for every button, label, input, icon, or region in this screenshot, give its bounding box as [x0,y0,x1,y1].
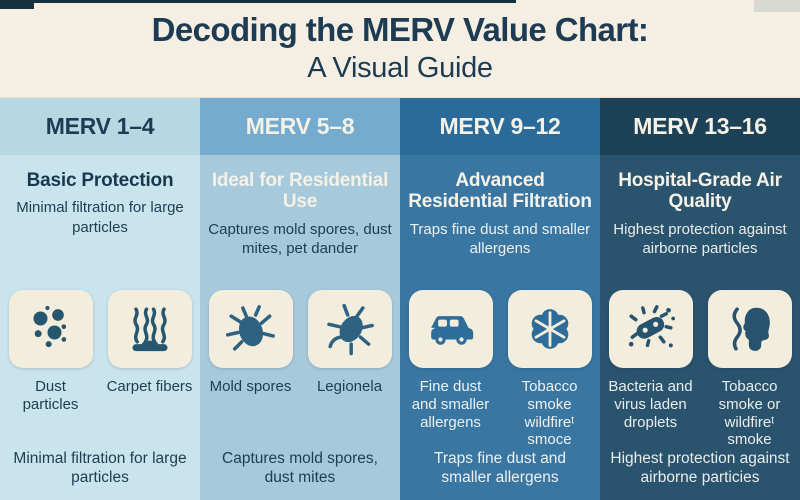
icon-tile [609,290,693,368]
icon-label: Dust particles [22,378,79,413]
icon-label: Legionela [316,378,383,396]
smoke-particle-icon [522,301,578,357]
column-footer: Captures mold spores, dust mites [222,449,378,487]
column-range-label: MERV 13–16 [600,98,800,155]
page-subtitle: A Visual Guide [307,51,493,84]
legionella-icon [322,301,378,357]
bacteria-icon [623,301,679,357]
icon-label: Tobacco smoke wildfireᵗ smoce [521,378,578,449]
icon-item [608,290,694,449]
column-title: Hospital-Grade Air Quality [618,170,782,213]
face-smoke-icon [722,301,778,357]
icon-label: Carpet fibers [106,378,193,396]
icon-item [408,290,494,449]
icon-item [107,290,193,448]
column-range-label: MERV 9–12 [400,98,600,155]
top-left-corner-artifact [0,0,34,9]
column-title: Basic Protection [26,170,174,192]
icon-item [307,290,393,448]
icon-label: Fine dust and smaller allergens [411,378,490,431]
column-footer: Highest protection against airborne particies [610,449,790,487]
merv-column-13-16 [600,98,800,500]
page-title: Decoding the MERV Value Chart: [151,11,649,49]
column-subtitle: Captures mold spores, dust mites, pet dander [208,220,392,257]
merv-columns [0,97,800,500]
icon-tile [708,290,792,368]
column-subtitle: Minimal filtration for large particles [16,199,184,236]
column-title: Advanced Residential Filtration [408,170,592,213]
column-range-label: MERV 1–4 [0,98,200,155]
icon-tile [508,290,592,368]
column-footer: Minimal filtration for large particles [13,449,187,487]
icon-label: Mold spores [209,378,292,396]
mite-icon [223,301,279,357]
page-header [0,0,800,97]
icon-item [8,290,94,448]
icon-item [507,290,593,449]
van-icon [423,301,479,357]
carpet-fibers-icon [122,301,178,357]
merv-column-5-8 [200,98,400,500]
icon-tile [108,290,192,368]
icon-label: Tobacco smoke or wildfireᵗ smoke [718,378,781,449]
icon-item [208,290,294,448]
dust-particles-icon [23,301,79,357]
top-right-corner-artifact [754,0,800,12]
icon-tile [409,290,493,368]
icon-tile [209,290,293,368]
icon-item [707,290,793,449]
merv-column-9-12 [400,98,600,500]
column-footer: Traps fine dust and smaller allergens [433,449,567,487]
icon-label: Bacteria and virus laden droplets [608,378,693,431]
column-subtitle: Traps fine dust and smaller allergens [409,220,591,257]
icon-tile [9,290,93,368]
icon-tile [308,290,392,368]
merv-column-1-4 [0,98,200,500]
top-edge-artifact [0,0,516,3]
column-range-label: MERV 5–8 [200,98,400,155]
column-title: Ideal for Residential Use [211,170,389,213]
column-subtitle: Highest protection against airborne particles [613,220,787,257]
